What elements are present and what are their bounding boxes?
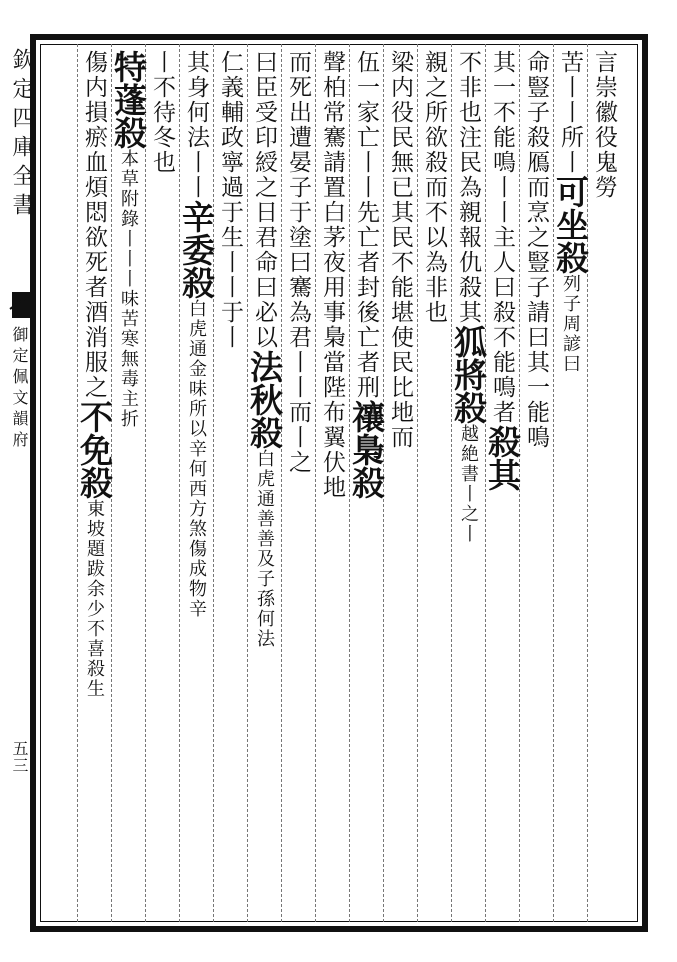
book-title: 欽定四庫全書	[9, 48, 34, 222]
text-run: 不非也注民為親報仇殺其	[455, 50, 481, 325]
text-run: 列子周諺曰	[560, 274, 581, 374]
page-number: 五三	[10, 740, 29, 774]
text-run: 仁義輔政寧過于生丨丨于丨	[217, 50, 243, 350]
text-run: 聲柏常騫請置白茅夜用事梟當陛布翼伏地	[319, 50, 345, 500]
text-column	[449, 50, 488, 920]
column-rule	[179, 44, 180, 922]
headword: 禳梟殺	[347, 400, 386, 499]
text-run: 言崇徽役鬼勞	[591, 50, 617, 200]
text-run: 曰臣受印綬之日君命曰必以	[251, 50, 277, 350]
text-run: 東坡題跋余少不喜殺生	[84, 499, 105, 699]
text-run: 白虎通金味所以辛何西方煞傷成物辛	[186, 299, 207, 619]
column-rule	[213, 44, 214, 922]
headword: 特蓬殺	[109, 50, 148, 149]
headword	[555, 550, 585, 640]
text-run: 傷内損瘀血煩悶欲死者酒消服之	[81, 50, 107, 400]
text-run: 其身何法丨丨	[183, 50, 209, 200]
text-column	[109, 50, 148, 920]
text-run	[353, 700, 379, 850]
column-rule	[417, 44, 418, 922]
section-title: 御定佩文韻府	[10, 326, 29, 452]
text-run: 丨不待冬也	[149, 50, 175, 175]
text-run	[591, 660, 617, 860]
text-run	[251, 580, 277, 830]
text-run	[183, 410, 209, 785]
text-run: 白虎通善善及子孫何法	[254, 449, 275, 649]
headword: 法秋殺	[245, 350, 284, 449]
headword	[283, 640, 313, 739]
text-run	[421, 860, 447, 920]
text-run: 伍一家亡丨丨先亡者封後亡者刑	[353, 50, 379, 400]
text-run: 其一不能鳴丨丨主人曰殺不能鳴者	[489, 50, 515, 425]
text-run	[489, 700, 515, 850]
text-run	[523, 690, 549, 890]
column-rule	[451, 44, 452, 922]
text-run	[489, 560, 515, 700]
column-rule	[145, 44, 146, 922]
column-rule	[315, 44, 316, 922]
column-rule	[281, 44, 282, 922]
text-column	[75, 50, 114, 920]
headword: 可坐殺	[551, 175, 590, 274]
text-run: 梁内役民無已其民不能堪使民比地而	[387, 50, 413, 450]
text-column	[147, 50, 177, 920]
headword	[419, 740, 449, 839]
headword: 殺其	[483, 425, 522, 491]
text-run: 越絶書丨之丨	[458, 424, 479, 544]
text-run: 親之所欲殺而不以為非也	[421, 50, 447, 325]
text-run	[319, 760, 345, 860]
text-run	[387, 760, 413, 910]
text-run: 苦丨丨所丨	[557, 50, 583, 175]
text-column	[215, 50, 245, 920]
text-run	[455, 540, 481, 640]
text-run: 命豎子殺鴈而烹之豎子請曰其一能鳴	[523, 50, 549, 450]
column-rule	[247, 44, 248, 922]
headword: 狐將殺	[449, 325, 488, 424]
text-run: 本草附錄丨丨丨味苦寒無毒主折	[118, 149, 139, 429]
text-run: 而死出遭晏子于塗曰騫為君丨丨而丨之	[285, 50, 311, 475]
text-run	[285, 760, 311, 860]
headword: 不免殺	[75, 400, 114, 499]
headword: 辛委殺	[177, 200, 216, 299]
text-run	[557, 430, 583, 555]
